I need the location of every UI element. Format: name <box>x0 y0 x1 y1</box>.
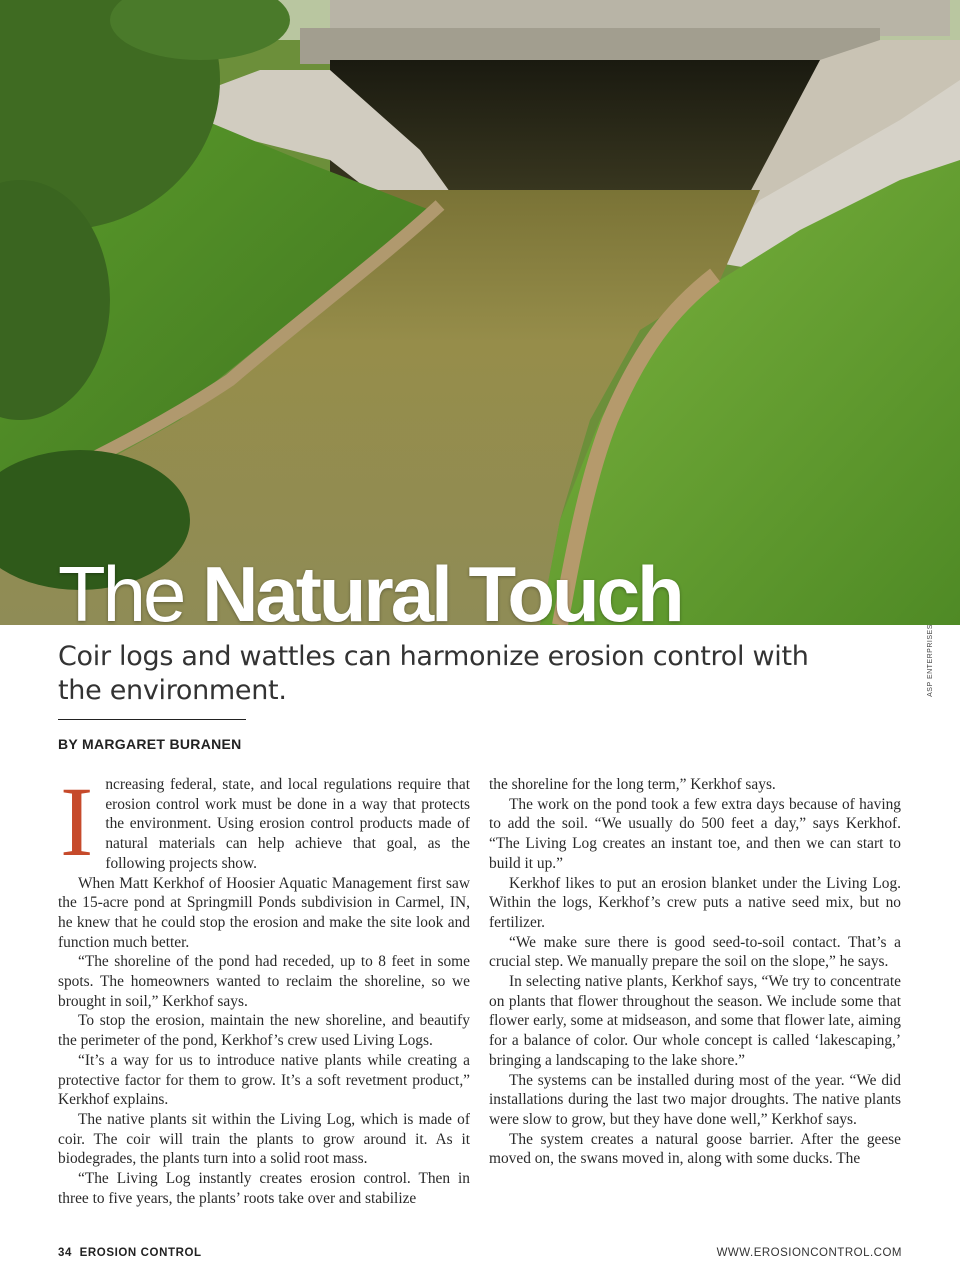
body-paragraph: In selecting native plants, Kerkhof says, “We try to concentrate on plants that flower throughout the season. We include some that flower early, some at midseason, and some that flower late, aiming for a balance of color. Our whole concept is called ‘lakescaping,’ bringing a landscaping to the lake shore.” <box>489 973 901 1069</box>
body-paragraph: The system creates a natural goose barrier. After the geese moved on, the swans moved in, along with some ducks. The <box>489 1130 901 1168</box>
page-number: 34 <box>58 1247 72 1259</box>
bridge-deck <box>300 28 880 64</box>
magazine-url: WWW.EROSIONCONTROL.COM <box>716 1247 902 1259</box>
body-paragraph: The systems can be installed during most of the year. “We did installations during the last two major droughts. The native plants were slow to grow, but they have done well,” Kerkhof says. <box>489 1071 901 1128</box>
body-column-right <box>489 775 901 1169</box>
headline-light: The <box>58 550 184 638</box>
body-paragraph: The work on the pond took a few extra days because of having to add the soil. “We usually do 500 feet a day,” says Kerkhof. “The Living Log creates an instant toe, and then we can start to build it up.” <box>489 795 901 872</box>
body-paragraph: Kerkhof likes to put an erosion blanket under the Living Log. Within the logs, Kerkhof’s crew puts a native seed mix, but no fertilizer. <box>489 874 901 931</box>
deck-divider <box>58 719 246 720</box>
article-deck: Coir logs and wattles can harmonize erosion control with the environment. <box>58 641 809 706</box>
body-column-left <box>58 766 470 1208</box>
drop-cap: I <box>60 766 94 877</box>
headline-bold: Natural Touch <box>202 550 682 638</box>
photo-credit <box>900 623 960 697</box>
hero-photo <box>0 0 960 625</box>
body-paragraph: the shoreline for the long term,” Kerkhof says. <box>489 776 776 793</box>
body-paragraph: “The shoreline of the pond had receded, up to 8 feet in some spots. The homeowners wanted to reclaim the shoreline, so we brought in soil,” Kerkhof says. <box>58 953 470 1010</box>
body-paragraph: The native plants sit within the Living Log, which is made of coir. The coir will train the plants to grow around it. As it biodegrades, the plants turn into a solid root mass. <box>58 1110 470 1168</box>
photo-credit-text: ASP ENTERPRISES <box>926 623 934 697</box>
page-folio <box>58 1247 202 1259</box>
article-headline <box>58 548 682 640</box>
body-paragraph: To stop the erosion, maintain the new shoreline, and beautify the perimeter of the pond, Kerkhof’s crew used Living Logs. <box>58 1012 470 1050</box>
creek-under-bridge-illustration <box>0 0 960 625</box>
magazine-name: EROSION CONTROL <box>79 1247 202 1259</box>
body-paragraph: “The Living Log instantly creates erosion control. Then in three to five years, the plants’ roots take over and stabilize <box>58 1170 470 1207</box>
byline: BY MARGARET BURANEN <box>58 736 242 752</box>
body-paragraph: “It’s a way for us to introduce native plants while creating a protective factor for them to grow. It’s a soft revetment product,” Kerkhof explains. <box>58 1051 470 1109</box>
body-paragraph: Increasing federal, state, and local regulations require that erosion control work must be done in a way that protects the environment. Using erosion control products made of natural materials can help achieve that goal, as the following projects show. <box>60 766 470 877</box>
body-paragraph: When Matt Kerkhof of Hoosier Aquatic Management first saw the 15-acre pond at Springmill Ponds subdivision in Carmel, IN, he knew that he could stop the erosion and make the site look and function much better. <box>58 874 470 951</box>
body-paragraph: “We make sure there is good seed-to-soil contact. That’s a crucial step. We manually prepare the soil on the slope,” he says. <box>489 933 901 971</box>
